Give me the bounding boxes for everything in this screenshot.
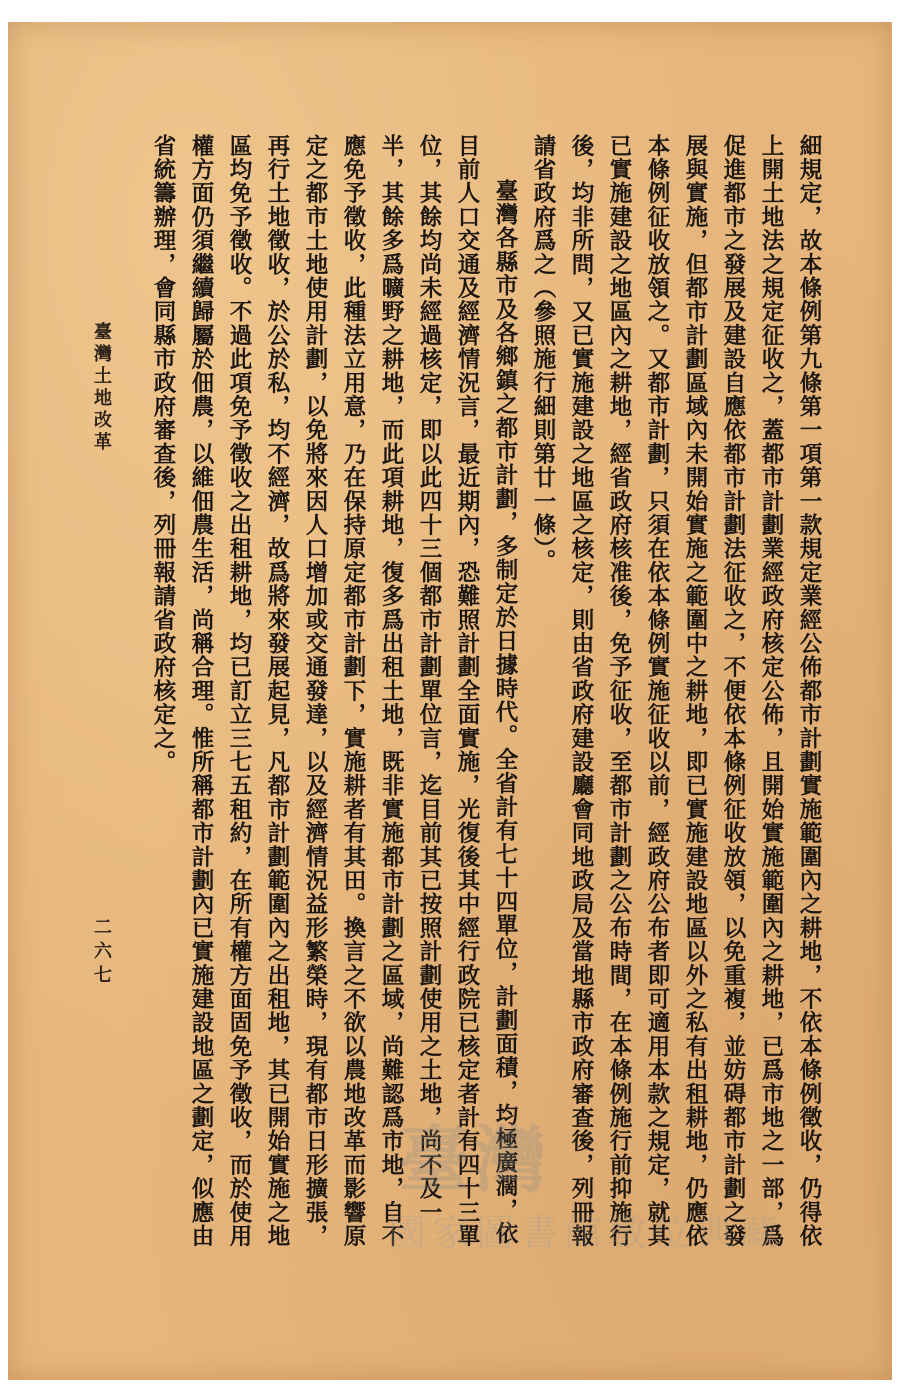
watermark-small-text: 國家圖書館數位典藏 bbox=[388, 1211, 785, 1255]
running-head: 臺灣土地改革 bbox=[91, 322, 112, 454]
paragraph-2: 臺灣各縣市及各鄉鎮之都市計劃，多制定於日據時代。全省計有七十四單位，計劃面積，均極廣濶，依目前人口交通及經濟情況言，最近期內，恐難照計劃全面實施，光復後其中經行政院已核定者計有四十三單位，其餘均尚未經過核定，即以此四十三個都市計劃單位言，迄目前其已按照計劃使用之土地，尚不及一半，其餘多爲曠野之耕地，而此項耕地，復多爲出租土地，既非實施都市計劃之區域，尚難認爲市地，自不應免予徵收，此種法立用意，乃在保持原定都市計劃下，實施耕者有其田。換言之不欲以農地改革而影響原定之都市土地使用計劃，以免將來因人口增加或交通發達，以及經濟情況益形繁榮時，現有都市日形擴張，再行土地徵收，於公於私，均不經濟，故爲將來發展起見，凡都市計劃範圍內之出租地，其已開始實施之地區均免予徵收。不過此項免予徵收之出租耕地，均已訂立三七五租約，在所有權方面固免予徵收，而於使用權方面仍須繼續歸屬於佃農，以維佃農生活，尚稱合理。惟所稱都市計劃內已實施建設地區之劃定，似應由省統籌辦理，會同縣市政府審查後，列冊報請省政府核定之。 bbox=[150, 134, 518, 1248]
library-watermark bbox=[388, 1102, 858, 1255]
main-text bbox=[144, 134, 828, 1264]
page-number: 二六七 bbox=[91, 917, 112, 989]
watermark-large-text: 臺灣 bbox=[398, 1118, 551, 1202]
book-page bbox=[8, 22, 892, 1380]
paragraph-1: 細規定，故本條例第九條第一項第一款規定業經公佈都市計劃實施範圍內之耕地，不依本條例徵收，仍得依上開土地法之規定征收之，蓋都市計劃業經政府核定公佈，且開始實施範圍內之耕地，已爲市地之一部，爲促進都市之發展及建設自應依都市計劃法征收之，不便依本條例征收放領，以免重複，並妨碍都市計劃之發展與實施，但都市計劃區域內未開始實施之範圍中之耕地，即已實施建設地區以外之私有出租耕地，仍應依本條例征收放領之。又都市計劃，只須在依本條例實施征收以前，經政府公布者即可適用本款之規定，就其已實施建設之地區內之耕地，經省政府核准後，免予征收，至都市計劃之公布時間，在本條例施行前抑施行後，均非所問，又已實施建設之地區之核定，則由省政府建設廳會同地政局及當地縣市政府審查後，列冊報請省政府爲之（參照施行細則第廿一條）。 bbox=[530, 134, 822, 1248]
